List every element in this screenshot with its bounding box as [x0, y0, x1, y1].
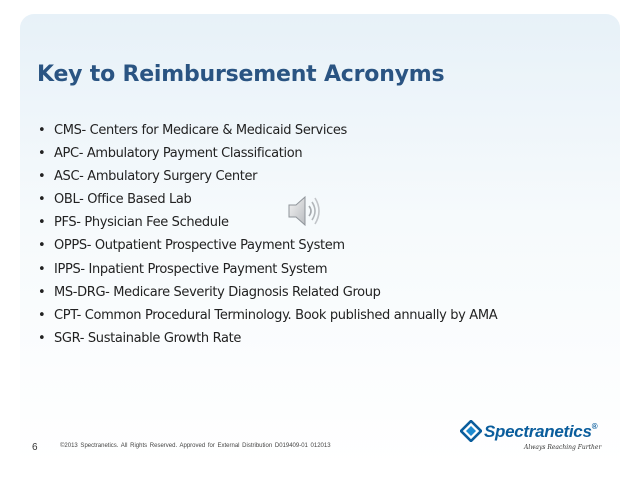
list-item-text: PFS- Physician Fee Schedule — [54, 215, 229, 231]
spectranetics-logo — [458, 416, 608, 456]
list-item — [38, 165, 497, 188]
list-item — [38, 119, 497, 142]
bullet-icon: • — [38, 146, 46, 162]
list-item — [38, 281, 497, 304]
list-item — [38, 188, 497, 211]
list-item-text: SGR- Sustainable Growth Rate — [54, 330, 241, 346]
bullet-icon: • — [38, 330, 46, 346]
list-item-text: CMS- Centers for Medicare & Medicaid Services — [54, 123, 347, 138]
list-item-text: ASC- Ambulatory Surgery Center — [54, 169, 258, 185]
list-item — [38, 327, 497, 350]
list-item-text: IPPS- Inpatient Prospective Payment System — [54, 261, 328, 277]
list-item — [38, 304, 497, 327]
list-item-text: OBL- Office Based Lab — [54, 192, 192, 208]
bullet-icon: • — [38, 169, 46, 185]
list-item — [38, 234, 497, 257]
bullet-icon: • — [38, 123, 46, 138]
list-item-text: CPT- Common Procedural Terminology. Book published annually by AMA — [54, 307, 498, 323]
list-item-text: OPPS- Outpatient Prospective Payment System — [54, 238, 345, 254]
logo-tagline: Always Reaching Further — [524, 444, 602, 451]
bullet-icon: • — [38, 192, 46, 208]
footer-copyright: ©2013 Spectranetics. All Rights Reserved. Approved for External Distribution D019409-01 012013 — [60, 443, 331, 449]
list-item — [38, 142, 497, 165]
slide-title: Key to Reimbursement Acronyms — [37, 62, 445, 87]
bullet-icon: • — [38, 307, 46, 323]
list-item-text: MS-DRG- Medicare Severity Diagnosis Related Group — [54, 284, 381, 300]
diamond-logo-icon — [460, 420, 482, 442]
list-item-text: APC- Ambulatory Payment Classification — [54, 146, 303, 162]
list-item — [38, 211, 497, 234]
list-item — [38, 258, 497, 281]
acronym-list — [38, 119, 497, 350]
speaker-icon[interactable] — [285, 192, 325, 235]
logo-wordmark: Spectranetics® — [484, 422, 598, 441]
bullet-icon: • — [38, 261, 46, 277]
bullet-icon: • — [38, 238, 46, 254]
page-number: 6 — [32, 442, 38, 453]
bullet-icon: • — [38, 215, 46, 231]
bullet-icon: • — [38, 284, 46, 300]
